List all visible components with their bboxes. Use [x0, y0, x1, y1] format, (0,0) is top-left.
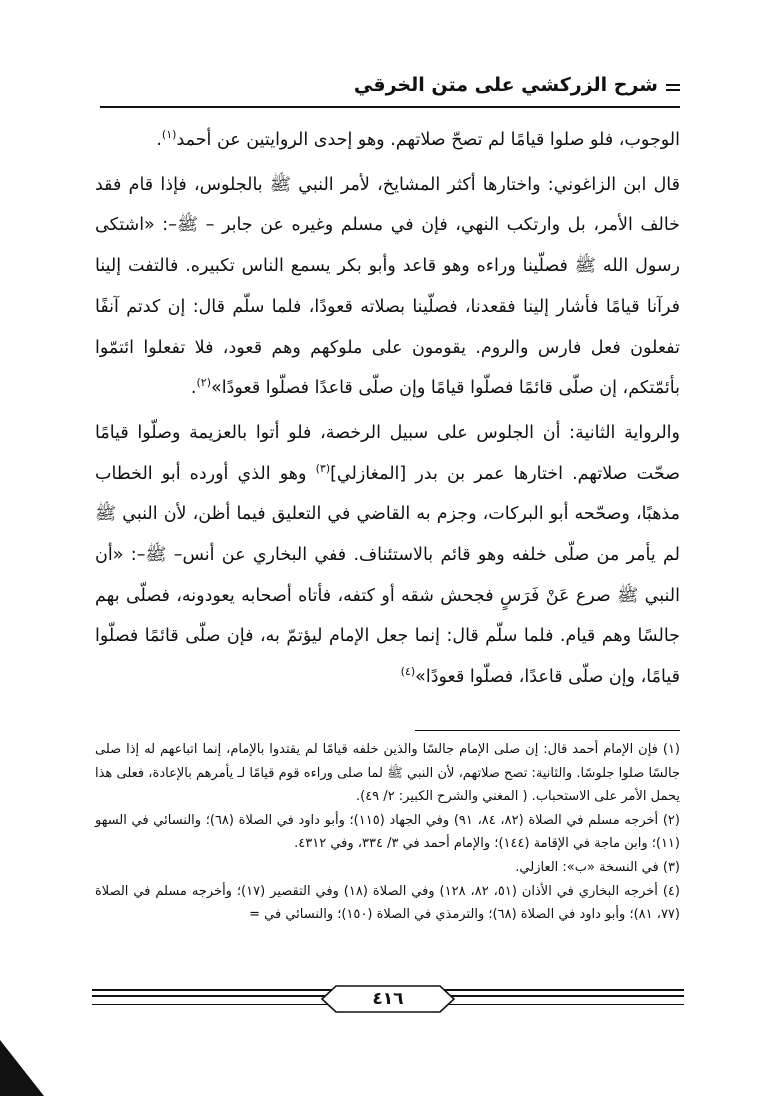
header-marker [666, 84, 680, 86]
header-title: شرح الزركشي على متن الخرقي [353, 74, 658, 96]
footnote-ref: (٤) [400, 665, 416, 679]
paragraph-text: والرواية الثانية: أن الجلوس على سبيل الرخصة، فلو أتوا بالعزيمة وصلّوا قيامًا صحّت صلاتهم. اختارها عمر بن بدر [المغازلي] [95, 422, 680, 484]
page-footer [92, 984, 684, 1024]
page-number: ٤١٦ [372, 989, 404, 1009]
page-number-frame [318, 984, 458, 1014]
corner-mark [0, 1040, 44, 1096]
paragraph-tail: . [156, 130, 162, 150]
footnote-4: (٤) أخرجه البخاري في الأذان (٥١، ٨٢، ١٢٨) وفي الصلاة (١٨) وفي التقصير (١٧)؛ وأخرجه مسلم في الصلاة (٧٧، ٨١)؛ وأبو داود في الصلاة (٦٨)؛ والترمذي في الصلاة (١٥٠)؛ والنسائي في = [95, 883, 680, 923]
footnotes [95, 738, 680, 927]
running-header [100, 72, 680, 108]
main-text [95, 120, 680, 698]
header-rule [100, 106, 680, 108]
footnote-ref: (١) [161, 128, 177, 142]
paragraph-3 [95, 413, 680, 698]
paragraph-text: الوجوب، فلو صلوا قيامًا لم تصحّ صلاتهم. وهو إحدى الروايتين عن أحمد [176, 130, 680, 150]
paragraph-tail: . [190, 378, 197, 399]
footnote-separator [415, 730, 680, 731]
paragraph-tail: وهو الذي أورده أبو الخطاب مذهبًا، وصحّحه أبو البركات، وجزم به القاضي في التعليق فيما أظن، لأن النبي ﷺ لم يأمر من صلّى خلفه وهو قائم بالاستئناف. ففي البخاري عن أنس– ﷺ–: «أن النبي ﷺ صرع عَنْ فَرَسٍ فجحش شقه أو كتفه، فأتاه أصحابه يعودونه، فصلّى بهم جالسًا وهم قيام. فلما سلّم قال: إنما جعل الإمام ليؤتمّ به، فإن صلّى قائمًا فصلّوا قيامًا، وإن صلّى قاعدًا، فصلّوا قعودًا» [95, 463, 680, 688]
footnote-ref: (٢) [196, 376, 211, 390]
footnote-1: (١) فإن الإمام أحمد قال: إن صلى الإمام جالسًا والذين خلفه قيامًا لم يقتدوا بالإمام، إنما اتباعهم له إذا صلى جالسًا صلوا جلوسًا. والثانية: تصح صلاتهم، لأن النبي ﷺ لما صلى وراءه قوم قيامًا لـ يأمرهم بالإعادة، فعلى هذا يحمل الأمر على الاستحباب. ( المغني والشرح الكبير: ٢/ ٤٩). [95, 742, 680, 805]
footnote-ref: (٣) [315, 461, 331, 475]
paragraph-2 [95, 165, 680, 409]
paragraph-1 [95, 120, 680, 161]
footnote-3: (٣) في النسخة «ب»: العازلي. [515, 859, 680, 875]
footnote-2: (٢) أخرجه مسلم في الصلاة (٨٢، ٨٤، ٩١) وفي الجهاد (١١٥)؛ وأبو داود في الصلاة (٦٨)؛ والنسائي في السهو (١١)؛ وابن ماجة في الإقامة (١٤٤)؛ والإمام أحمد في ٣/ ٣٣٤، وفي ٤٣١٢. [95, 812, 680, 852]
paragraph-text: قال ابن الزاغوني: واختارها أكثر المشايخ، لأمر النبي ﷺ بالجلوس، فإذا قام فقد خالف الأمر، بل وارتكب النهي، فإن في مسلم وغيره عن جابر – ﷺ–: «اشتكى رسول الله ﷺ فصلّينا وراءه وهو قاعد وأبو بكر يسمع الناس تكبيره. فالتفت إلينا فرآنا قيامًا فأشار إلينا فقعدنا، فصلّينا بصلاته قعودًا، فلما سلّم قال: إن كدتم آنفًا تفعلون فعل فارس والروم. يقومون على ملوكهم وهم قعود، فلا تفعلوا ائتمّوا بأئمّتكم، إن صلّى قائمًا فصلّوا قيامًا وإن صلّى قاعدًا فصلّوا قعودًا» [95, 174, 680, 399]
